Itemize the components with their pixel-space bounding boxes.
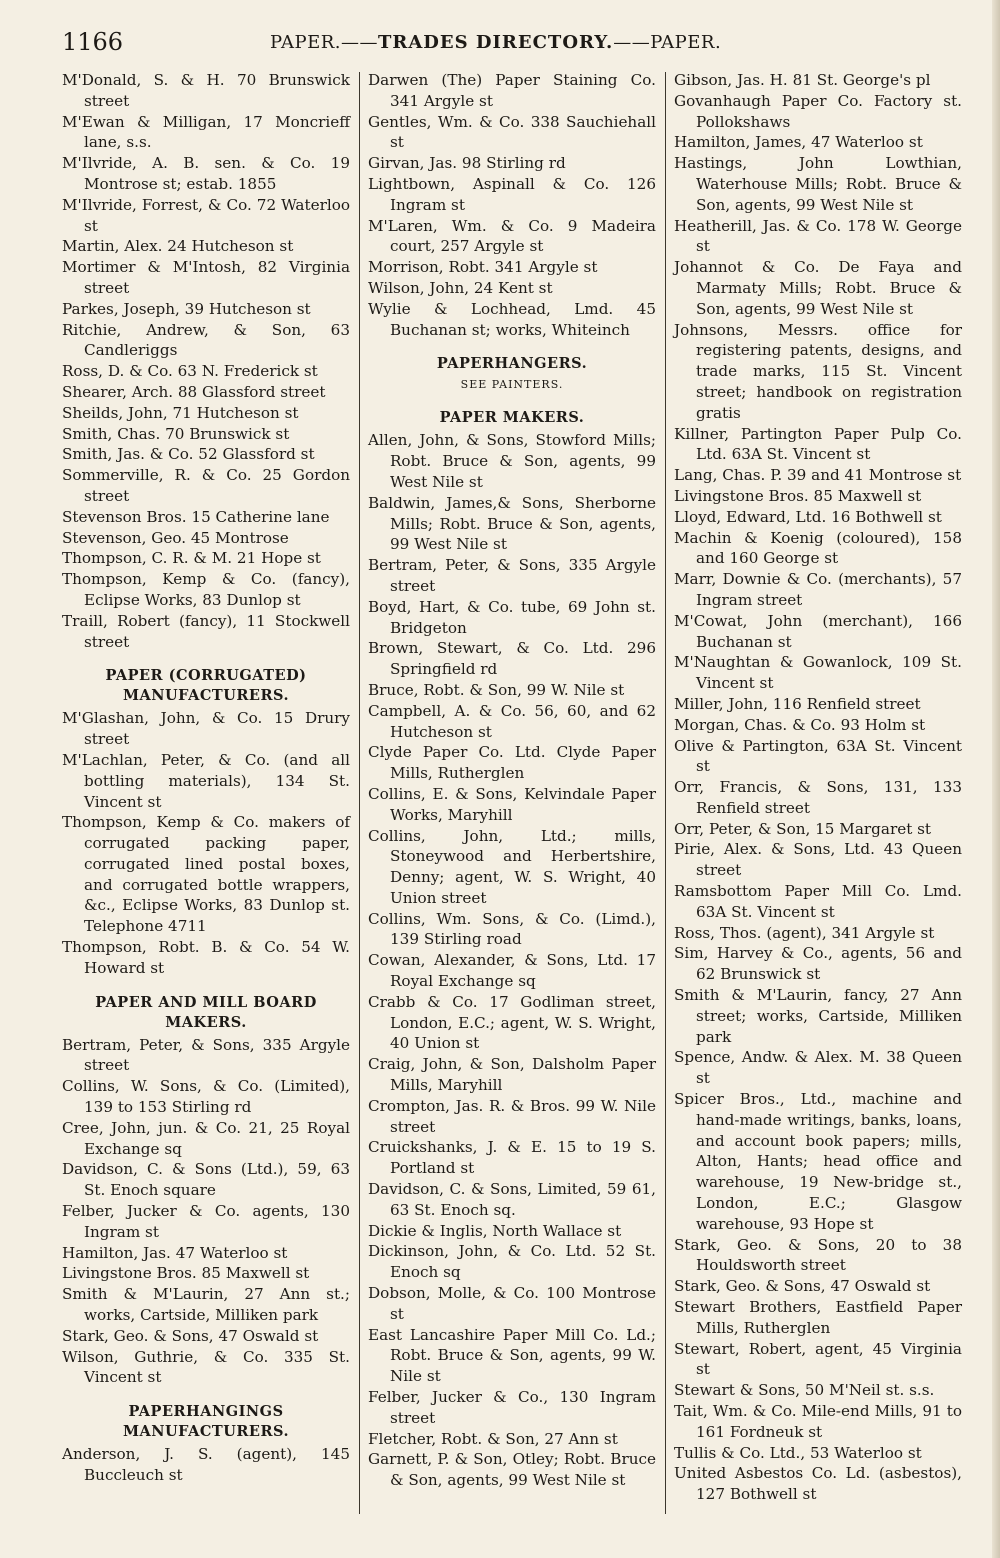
directory-entry: Sheilds, John, 71 Hutcheson st — [62, 403, 299, 422]
directory-entry: Sim, Harvey & Co., agents, 56 and 62 Brunswick st — [674, 944, 962, 984]
directory-entry: Lightbown, Aspinall & Co. 126 Ingram st — [368, 174, 656, 214]
page-header — [62, 28, 962, 60]
directory-entry: Johannot & Co. De Faya and Marmaty Mills; Robt. Bruce & Son, agents, 99 West Nile st — [674, 258, 962, 318]
directory-entry: Stewart & Sons, 50 M'Neil st. s.s. — [674, 1381, 935, 1400]
directory-entry: Stark, Geo. & Sons, 47 Oswald st — [674, 1277, 931, 1296]
directory-entry: Felber, Jucker & Co. agents, 130 Ingram st — [62, 1202, 350, 1241]
directory-entry: Allen, John, & Sons, Stowford Mills; Robt. Bruce & Son, agents, 99 West Nile st — [368, 431, 656, 491]
directory-entry: Smith & M'Laurin, fancy, 27 Ann street; works, Cartside, Milliken park — [674, 986, 962, 1046]
column-2 — [368, 70, 656, 1491]
directory-entry: Thompson, C. R. & M. 21 Hope st — [62, 549, 321, 568]
directory-entry: Lloyd, Edward, Ltd. 16 Bothwell st — [674, 507, 942, 526]
directory-entry: Collins, W. Sons, & Co. (Limited), 139 to 153 Stirling rd — [62, 1077, 350, 1117]
directory-entry: Spence, Andw. & Alex. M. 38 Queen st — [674, 1048, 962, 1088]
column-rule-2 — [665, 72, 666, 1514]
directory-entry: Shearer, Arch. 88 Glassford street — [62, 382, 326, 401]
directory-entry: Gentles, Wm. & Co. 338 Sauchiehall st — [368, 112, 656, 152]
directory-entry: Stewart, Robert, agent, 45 Virginia st — [674, 1339, 962, 1379]
directory-entry: Felber, Jucker & Co., 130 Ingram street — [368, 1388, 656, 1427]
directory-entry: Stevenson Bros. 15 Catherine lane — [62, 507, 330, 526]
directory-entry: Killner, Partington Paper Pulp Co. Ltd. 63A St. Vincent st — [674, 424, 962, 464]
directory-entry: Traill, Robert (fancy), 11 Stockwell street — [62, 611, 350, 651]
directory-entry: Lang, Chas. P. 39 and 41 Montrose st — [674, 466, 962, 485]
running-head — [270, 32, 721, 53]
directory-entry: Livingstone Bros. 85 Maxwell st — [674, 486, 922, 505]
directory-entry: Morrison, Robt. 341 Argyle st — [368, 258, 598, 277]
directory-entry: Craig, John, & Son, Dalsholm Paper Mills, Maryhill — [368, 1055, 656, 1095]
directory-entry: Garnett, P. & Son, Otley; Robt. Bruce & Son, agents, 99 West Nile st — [368, 1450, 656, 1490]
directory-entry: Boyd, Hart, & Co. tube, 69 John st. Bridgeton — [368, 597, 656, 637]
directory-entry: Thompson, Kemp & Co. makers of corrugated packing paper, corrugated lined postal boxes, and corrugated bottle wrappers, &c., Eclipse Works, 83 Dunlop st. Telephone 4711 — [62, 813, 350, 936]
directory-entry: Girvan, Jas. 98 Stirling rd — [368, 154, 566, 173]
directory-entry: Spicer Bros., Ltd., machine and hand-made writings, banks, loans, and account book papers; mills, Alton, Hants; head office and warehouse, 19 New-bridge st., London, E.C.; Glasgow warehouse, 93 Hope st — [674, 1090, 962, 1233]
directory-entry: Martin, Alex. 24 Hutcheson st — [62, 237, 294, 256]
directory-entry: Ritchie, Andrew, & Son, 63 Candleriggs — [62, 320, 350, 360]
directory-entry: M'Glashan, John, & Co. 15 Drury street — [62, 709, 350, 749]
directory-entry: M'Donald, S. & H. 70 Brunswick street — [62, 71, 350, 110]
directory-entry: M'Naughtan & Gowanlock, 109 St. Vincent st — [674, 653, 962, 693]
directory-entry: Stewart Brothers, Eastfield Paper Mills, Rutherglen — [674, 1298, 962, 1337]
directory-entry: Cree, John, jun. & Co. 21, 25 Royal Exchange sq — [62, 1118, 350, 1158]
directory-entry: United Asbestos Co. Ld. (asbestos), 127 Bothwell st — [674, 1464, 962, 1504]
directory-entry: Gibson, Jas. H. 81 St. George's pl — [674, 71, 931, 89]
directory-entry: Johnsons, Messrs. office for registering patents, designs, and trade marks, 115 St. Vincent street; handbook on registration gratis — [674, 320, 962, 422]
directory-entry: Govanhaugh Paper Co. Factory st. Pollokshaws — [674, 91, 962, 131]
directory-entry: Bertram, Peter, & Sons, 335 Argyle street — [368, 556, 656, 595]
directory-entry: M'Lachlan, Peter, & Co. (and all bottling materials), 134 St. Vincent st — [62, 750, 350, 811]
directory-entry: M'Ilvride, Forrest, & Co. 72 Waterloo st — [62, 195, 350, 235]
directory-entry: Wilson, Guthrie, & Co. 335 St. Vincent st — [62, 1347, 350, 1387]
directory-entry: Stark, Geo. & Sons, 47 Oswald st — [62, 1326, 319, 1345]
directory-entry: Ramsbottom Paper Mill Co. Lmd. 63A St. Vincent st — [674, 882, 962, 921]
directory-entry: M'Laren, Wm. & Co. 9 Madeira court, 257 Argyle st — [368, 216, 656, 256]
running-head-center: TRADES DIRECTORY. — [377, 32, 614, 53]
directory-entry: Hamilton, James, 47 Waterloo st — [674, 133, 923, 152]
directory-entry: Marr, Downie & Co. (merchants), 57 Ingram street — [674, 570, 962, 609]
directory-entry: Baldwin, James,& Sons, Sherborne Mills; Robt. Bruce & Son, agents, 99 West Nile st — [368, 493, 656, 554]
directory-entry: Clyde Paper Co. Ltd. Clyde Paper Mills, Rutherglen — [368, 743, 656, 783]
section-heading: PAPERHANGERS. — [436, 355, 588, 373]
directory-entry: Stevenson, Geo. 45 Montrose — [62, 528, 289, 547]
directory-entry: Crompton, Jas. R. & Bros. 99 W. Nile street — [368, 1096, 656, 1136]
column-1 — [62, 70, 350, 1486]
directory-entry: Ross, D. & Co. 63 N. Frederick st — [62, 362, 318, 381]
directory-entry: Heatherill, Jas. & Co. 178 W. George st — [674, 216, 962, 256]
directory-entry: Darwen (The) Paper Staining Co. 341 Argyle st — [368, 71, 656, 110]
directory-entry: Stark, Geo. & Sons, 20 to 38 Houldsworth street — [674, 1235, 962, 1275]
section-heading: PAPER MAKERS. — [439, 409, 585, 427]
running-head-dash-2: —— — [613, 32, 651, 53]
directory-entry: Collins, John, Ltd.; mills, Stoneywood and Herbertshire, Denny; agent, W. S. Wright, 40 Union street — [368, 826, 656, 907]
directory-entry: Orr, Francis, & Sons, 131, 133 Renfield street — [674, 778, 962, 817]
directory-entry: Thompson, Kemp & Co. (fancy), Eclipse Works, 83 Dunlop st — [62, 570, 350, 609]
directory-entry: Cruickshanks, J. & E. 15 to 19 S. Portland st — [368, 1138, 656, 1178]
directory-entry: Ross, Thos. (agent), 341 Argyle st — [674, 923, 935, 942]
directory-entry: Dobson, Molle, & Co. 100 Montrose st — [368, 1284, 656, 1323]
directory-entry: Davidson, C. & Sons, Limited, 59 61, 63 St. Enoch sq. — [368, 1180, 656, 1219]
directory-entry: Mortimer & M'Intosh, 82 Virginia street — [62, 258, 350, 297]
directory-entry: M'Ilvride, A. B. sen. & Co. 19 Montrose st; estab. 1855 — [62, 154, 350, 193]
column-3 — [674, 70, 962, 1505]
directory-entry: Collins, Wm. Sons, & Co. (Limd.), 139 Stirling road — [368, 909, 656, 949]
directory-entry: Miller, John, 116 Renfield street — [674, 694, 921, 713]
directory-entry: Dickinson, John, & Co. Ltd. 52 St. Enoch sq — [368, 1242, 656, 1282]
directory-entry: Crabb & Co. 17 Godliman street, London, E.C.; agent, W. S. Wright, 40 Union st — [368, 992, 656, 1053]
directory-entry: Hamilton, Jas. 47 Waterloo st — [62, 1243, 288, 1262]
directory-entry: Fletcher, Robt. & Son, 27 Ann st — [368, 1429, 618, 1448]
directory-entry: East Lancashire Paper Mill Co. Ld.; Robt. Bruce & Son, agents, 99 W. Nile st — [368, 1325, 656, 1386]
directory-entry: Sommerville, R. & Co. 25 Gordon street — [62, 466, 350, 505]
directory-entry: Wylie & Lochhead, Lmd. 45 Buchanan st; works, Whiteinch — [368, 299, 656, 339]
directory-entry: Hastings, John Lowthian, Waterhouse Mills; Robt. Bruce & Son, agents, 99 West Nile st — [674, 154, 962, 214]
directory-entry: Wilson, John, 24 Kent st — [368, 278, 553, 297]
section-heading: PAPERHANGINGS MANUFACTURERS. — [122, 1403, 290, 1441]
directory-entry: Davidson, C. & Sons (Ltd.), 59, 63 St. Enoch square — [62, 1160, 350, 1200]
directory-entry: Olive & Partington, 63A St. Vincent st — [674, 736, 962, 776]
page-number: 1166 — [62, 28, 124, 56]
directory-entry: M'Cowat, John (merchant), 166 Buchanan st — [674, 611, 962, 651]
directory-entry: Livingstone Bros. 85 Maxwell st — [62, 1264, 310, 1283]
cross-reference: SEE PAINTERS. — [460, 378, 564, 392]
directory-entry: Pirie, Alex. & Sons, Ltd. 43 Queen street — [674, 840, 962, 880]
section-heading: PAPER AND MILL BOARD MAKERS. — [95, 993, 317, 1031]
directory-entry: Bertram, Peter, & Sons, 335 Argyle street — [62, 1035, 350, 1075]
running-head-right: PAPER. — [650, 32, 722, 53]
directory-entry: Thompson, Robt. B. & Co. 54 W. Howard st — [62, 938, 350, 977]
directory-entry: Dickie & Inglis, North Wallace st — [368, 1221, 622, 1240]
directory-entry: Tullis & Co. Ltd., 53 Waterloo st — [674, 1443, 922, 1462]
directory-entry: Smith, Chas. 70 Brunswick st — [62, 424, 290, 443]
directory-entry: Tait, Wm. & Co. Mile-end Mills, 91 to 161 Fordneuk st — [674, 1402, 962, 1441]
section-heading: PAPER (CORRUGATED) MANUFACTURERS. — [105, 667, 307, 705]
directory-entry: Collins, E. & Sons, Kelvindale Paper Works, Maryhill — [368, 784, 656, 824]
page-edge — [992, 0, 1000, 1558]
running-head-dash-1: —— — [340, 32, 378, 53]
directory-entry: Parkes, Joseph, 39 Hutcheson st — [62, 299, 311, 318]
running-head-left: PAPER. — [270, 32, 341, 53]
directory-entry: Bruce, Robt. & Son, 99 W. Nile st — [368, 680, 625, 699]
directory-entry: Anderson, J. S. (agent), 145 Buccleuch st — [62, 1445, 350, 1485]
directory-entry: Machin & Koenig (coloured), 158 and 160 George st — [674, 528, 962, 568]
directory-entry: Brown, Stewart, & Co. Ltd. 296 Springfield rd — [368, 639, 656, 679]
directory-entry: Campbell, A. & Co. 56, 60, and 62 Hutcheson st — [368, 701, 656, 741]
directory-entry: Smith, Jas. & Co. 52 Glassford st — [62, 445, 315, 464]
directory-entry: Orr, Peter, & Son, 15 Margaret st — [674, 819, 932, 838]
column-rule-1 — [359, 72, 360, 1514]
directory-entry: Cowan, Alexander, & Sons, Ltd. 17 Royal Exchange sq — [368, 951, 656, 991]
directory-entry: Morgan, Chas. & Co. 93 Holm st — [674, 715, 926, 734]
directory-entry: Smith & M'Laurin, 27 Ann st.; works, Cartside, Milliken park — [62, 1285, 350, 1325]
directory-entry: M'Ewan & Milligan, 17 Moncrieff lane, s.s. — [62, 112, 350, 152]
